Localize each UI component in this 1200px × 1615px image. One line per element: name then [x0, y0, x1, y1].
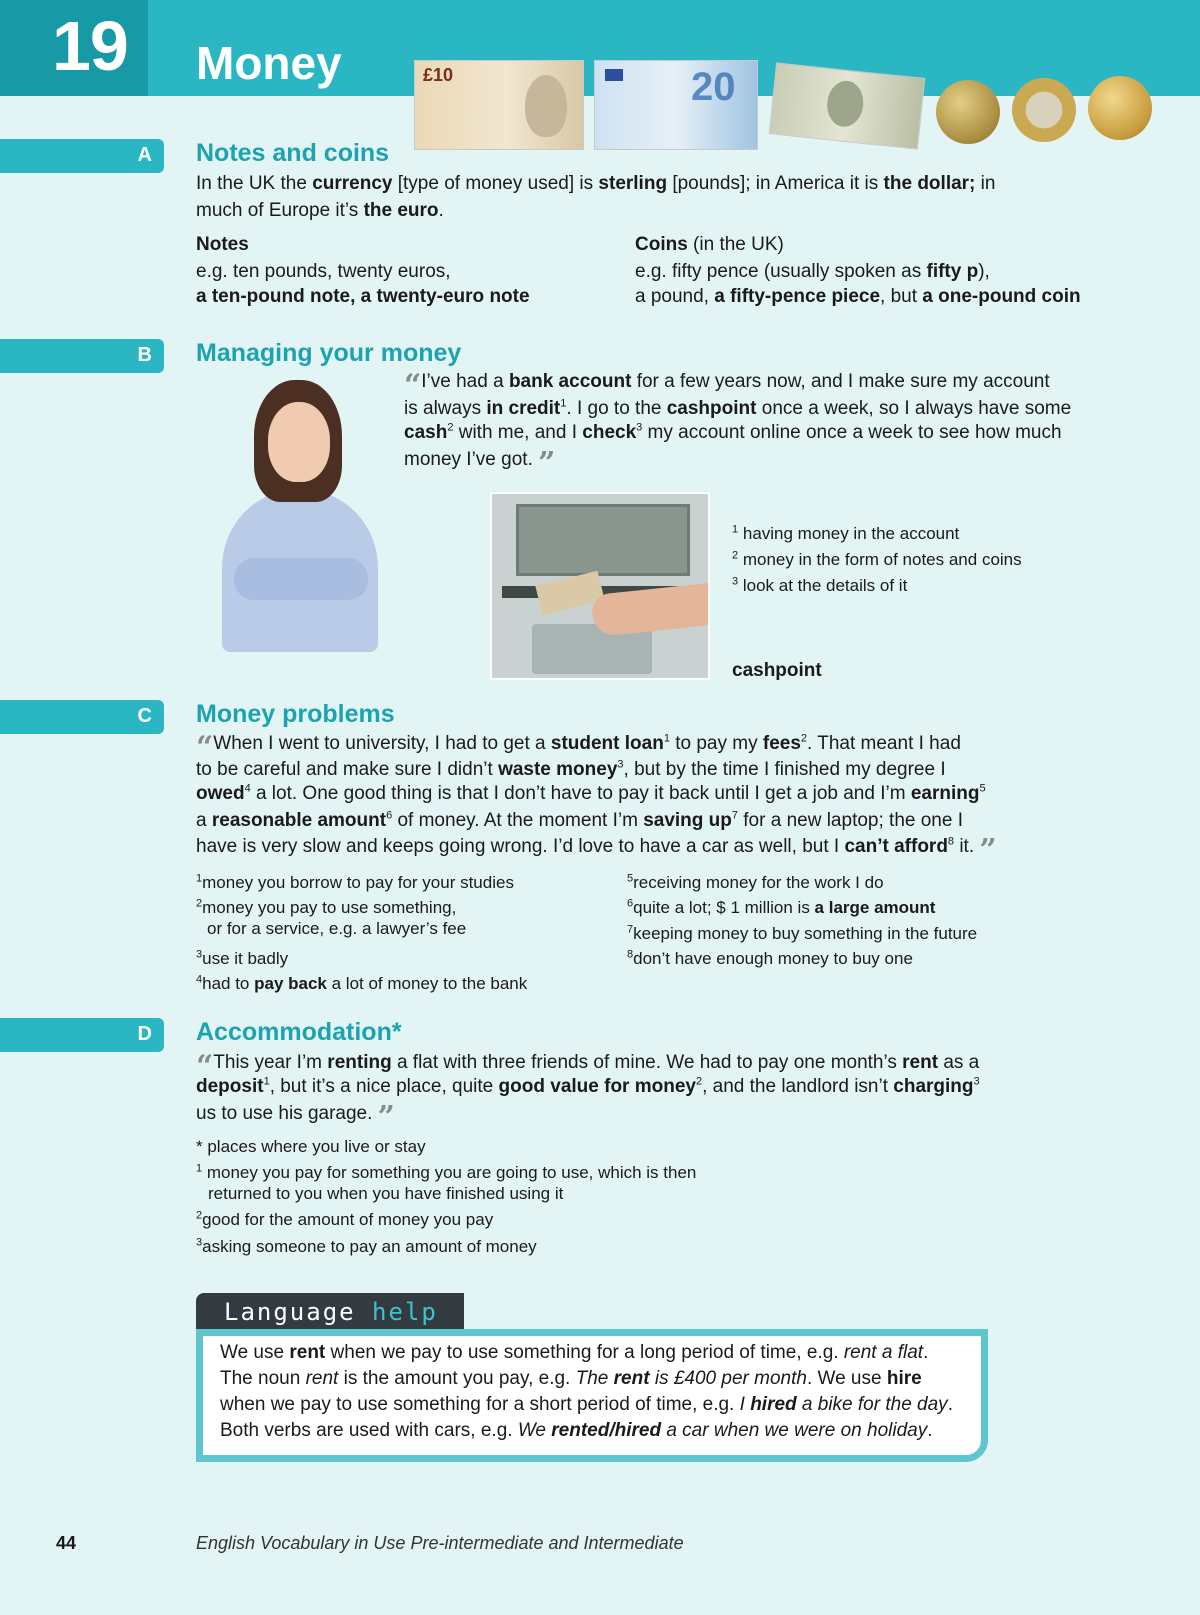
- gloss-item-continued: returned to you when you have finished using it: [208, 1184, 564, 1203]
- section-heading-c: Money problems: [196, 700, 395, 728]
- section-b-quote-line-4: money I’ve got. ”: [404, 446, 556, 481]
- section-tab-c: [0, 700, 164, 734]
- gloss-item: $^2$money you pay to use something,: [196, 897, 457, 917]
- portrait-icon: [825, 79, 866, 129]
- section-b-quote-line-2: is always in credit$^1$. I go to the cashpoint once a week, so I always have some: [404, 397, 1072, 419]
- gloss-item: $^1$ money you pay for something you are going to use, which is then: [196, 1162, 697, 1182]
- unit-number: 19: [52, 7, 128, 85]
- section-d-quote-line-2: deposit$^1$, but it’s a nice place, quite good value for money$^2$, and the landlord isn’t charging$^3$: [196, 1075, 980, 1097]
- section-heading-d: Accommodation*: [196, 1018, 402, 1046]
- section-c-quote-line-5: have is very slow and keeps going wrong. I’d love to have a car as well, but I can’t afford$^8$ it. ”: [196, 833, 997, 868]
- gloss-item: $^5$receiving money for the work I do: [627, 872, 884, 892]
- dollar-coin-image: [1088, 76, 1152, 140]
- gloss-item: $^1$money you borrow to pay for your studies: [196, 872, 514, 892]
- section-a-intro-line-1: In the UK the currency [type of money used] is sterling [pounds]; in America it is the dollar; in: [196, 173, 996, 194]
- open-quote-icon: “: [196, 730, 214, 765]
- close-quote-icon: ”: [377, 1100, 395, 1135]
- language-help-line-4: Both verbs are used with cars, e.g. We rented/hired a car when we were on holiday.: [220, 1420, 933, 1441]
- open-quote-icon: “: [404, 368, 422, 403]
- language-help-line-2: The noun rent is the amount you pay, e.g. The rent is £400 per month. We use hire: [220, 1368, 922, 1389]
- cashpoint-photo: [490, 492, 710, 680]
- gloss-item: $^8$don’t have enough money to buy one: [627, 948, 913, 968]
- language-help-text: [220, 1340, 953, 1444]
- section-c-quote-line-3: owed$^4$ a lot. One good thing is that I don’t have to pay it back until I get a job and I’m earning$^5$: [196, 782, 986, 804]
- dollar-bill-image: [769, 62, 926, 149]
- section-heading-a: Notes and coins: [196, 139, 390, 167]
- gloss-item-continued: or for a service, e.g. a lawyer’s fee: [207, 919, 467, 938]
- pound-coin-image: [936, 80, 1000, 144]
- section-c-quote-line-2: to be careful and make sure I didn’t waste money$^3$, but by the time I finished my degree I: [196, 758, 946, 780]
- coins-example-line-1: e.g. fifty pence (usually spoken as fifty p),: [635, 261, 990, 282]
- language-help-title: Language help: [224, 1298, 438, 1326]
- section-letter: A: [137, 144, 152, 166]
- section-letter: C: [137, 705, 152, 727]
- twenty-euro-note-image: [594, 60, 758, 150]
- notes-example-line-1: e.g. ten pounds, twenty euros,: [196, 261, 451, 282]
- gloss-item: $^6$quite a lot; $ 1 million is a large amount: [627, 897, 936, 917]
- gloss-item: $^7$keeping money to buy something in the future: [627, 923, 978, 943]
- ten-pound-note-image: [414, 60, 584, 150]
- portrait-icon: [525, 75, 567, 137]
- unit-number-box: [0, 0, 148, 96]
- gloss-footnote: * places where you live or stay: [196, 1137, 426, 1156]
- close-quote-icon: ”: [538, 446, 556, 481]
- euro-coin-image: [1012, 78, 1076, 142]
- notes-example-line-2: a ten-pound note, a twenty-euro note: [196, 286, 530, 307]
- language-help-line-1: We use rent when we pay to use something for a long period of time, e.g. rent a flat.: [220, 1342, 929, 1363]
- gloss-item: $^2$ money in the form of notes and coins: [732, 549, 1022, 569]
- section-a-intro-line-2: much of Europe it’s the euro.: [196, 200, 444, 221]
- eu-flag-icon: [605, 69, 623, 81]
- section-tab-d: [0, 1018, 164, 1052]
- book-title: English Vocabulary in Use Pre-intermediate and Intermediate: [196, 1533, 684, 1553]
- section-letter: B: [137, 344, 152, 366]
- section-tab-a: [0, 139, 164, 173]
- section-heading-b: Managing your money: [196, 339, 462, 367]
- language-help-tab: [196, 1293, 464, 1329]
- section-d-quote-line-3: us to use his garage. ”: [196, 1100, 395, 1135]
- coins-heading: Coins (in the UK): [635, 234, 784, 255]
- section-tab-b: [0, 339, 164, 373]
- euro-note-label: 20: [691, 65, 736, 109]
- coins-example-line-2: a pound, a fifty-pence piece, but a one-pound coin: [635, 286, 1081, 307]
- gloss-item: $^2$good for the amount of money you pay: [196, 1209, 494, 1229]
- section-b-quote-line-1: “I’ve had a bank account for a few years now, and I make sure my account: [404, 368, 1050, 403]
- unit-title: Money: [196, 37, 342, 89]
- section-c-quote-line-4: a reasonable amount$^6$ of money. At the moment I’m saving $up^7$ for a new laptop; the one I: [196, 809, 963, 831]
- page-number: 44: [56, 1533, 77, 1553]
- section-letter: D: [137, 1023, 152, 1045]
- photo-caption: cashpoint: [732, 660, 822, 681]
- open-quote-icon: “: [196, 1049, 214, 1084]
- gbp-note-label: £10: [423, 65, 454, 85]
- gloss-item: $^3$asking someone to pay an amount of money: [196, 1236, 537, 1256]
- section-b-quote-line-3: cash$^2$ with me, and I check$^3$ my account online once a week to see how much: [404, 421, 1062, 443]
- woman-photo: [216, 380, 384, 652]
- gloss-item: $^4$had to pay back a lot of money to the bank: [196, 973, 528, 993]
- gloss-item: $^1$ having money in the account: [732, 523, 960, 543]
- close-quote-icon: ”: [979, 833, 997, 868]
- section-c-quote-line-1: “When I went to university, I had to get a student loan$^1$ to pay my fees$^2$. That meant I had: [196, 730, 961, 765]
- gloss-item: $^3$ look at the details of it: [732, 575, 908, 595]
- language-help-line-3: when we pay to use something for a short period of time, e.g. I hired a bike for the day.: [220, 1394, 953, 1415]
- gloss-item: $^3$use it badly: [196, 948, 289, 968]
- notes-heading: Notes: [196, 234, 249, 255]
- section-d-quote-line-1: “This year I’m renting a flat with three friends of mine. We had to pay one month’s rent as a: [196, 1049, 980, 1084]
